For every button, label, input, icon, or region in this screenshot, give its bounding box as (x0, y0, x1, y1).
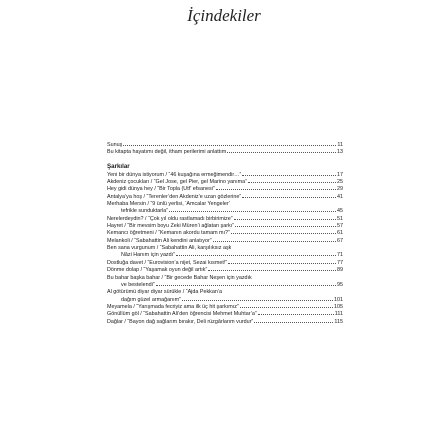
leader-dots (242, 175, 336, 176)
leader-dots (242, 197, 336, 198)
leader-dots (258, 314, 334, 315)
toc-entry (107, 201, 343, 208)
toc-entry (107, 216, 343, 223)
toc-entry-text: Nerelerdeydin? / “Çok yıl oldu rastlamadı birbirimize” (107, 215, 233, 222)
toc-entry-page: 51 (337, 215, 343, 222)
toc-entry-text: Sunuş (107, 142, 123, 148)
toc-entry (107, 304, 343, 311)
toc-entry-text: Gönüllüm göl / “Sabahattin Ali’den öğrencisi Mehmet Muhtar’a” (107, 311, 257, 318)
toc-entry-text: Ben sana vurgunum / “Sabahattin Ali, karşılıksız aşk (107, 245, 232, 252)
toc-entry (107, 319, 343, 326)
toc-entry-page: 29 (337, 186, 343, 193)
leader-dots (248, 182, 336, 183)
toc-entry-continuation (107, 282, 343, 289)
toc-entry-text: Al götürümü diyar diyar sürükle / “Ajda Pekkan’a (107, 289, 223, 296)
leader-dots (213, 241, 336, 242)
toc-entry-page: 41 (337, 193, 343, 200)
toc-entry-page: 25 (337, 179, 343, 186)
leader-dots (228, 263, 336, 264)
toc-entry-page: 13 (337, 149, 343, 156)
leader-dots (234, 219, 336, 220)
toc-entry-text: Akdeniz çocukları / “Gel Jose, gel Pier, gel Marino yanıma” (107, 179, 247, 186)
toc-entry (107, 289, 343, 296)
toc-entry-page: 67 (337, 237, 343, 244)
toc-entry-page: 17 (337, 171, 343, 178)
toc-entry-text: Merhaba Mersin / “9 ünlü yerlisi, ‘Amcalar Yengeler’ (107, 201, 231, 208)
leader-dots (169, 211, 336, 212)
toc-entry-text: Yeni bir dünya istiyorum / “46 kuşağına ermeğimendir…” (107, 171, 242, 178)
toc-entry (107, 238, 343, 245)
section-heading: Şarkılar (107, 162, 130, 170)
toc-entry-text: Dönme dolap / “Yaşamak oyun değil artık” (107, 267, 208, 274)
toc-entry (107, 179, 343, 186)
leader-dots (176, 255, 336, 256)
toc-entry-page: 77 (337, 259, 343, 266)
toc-entry-page: 45 (337, 208, 343, 215)
toc-entry-page: 111 (334, 311, 343, 318)
leader-dots (254, 322, 333, 323)
toc-entry-page: 101 (334, 296, 343, 303)
toc-entry-text: Kemancı öğretmeni / “Kemanın akordu tamam mı?” (107, 230, 230, 237)
toc-entry-page: 95 (337, 281, 343, 288)
leader-dots (240, 307, 333, 308)
toc-entry-text: Nâzi Hanım için yazdı” (121, 252, 175, 259)
toc-entry-page: 89 (337, 267, 343, 274)
toc-entry-page: 61 (337, 230, 343, 237)
toc-entry-page: 71 (337, 252, 343, 259)
leader-dots (208, 270, 336, 271)
toc-entry (107, 172, 343, 179)
toc-entry (107, 223, 343, 230)
toc-entry-text: Melankoli / “Sabahattin Ali kendini anlatıyor” (107, 237, 212, 244)
song-entries (107, 172, 343, 326)
toc-entry-text: Hayret / “Bir mevsim boyu Zeki Müren’i ağlatan şarkı” (107, 223, 235, 230)
toc-entry (107, 245, 343, 252)
leader-dots (156, 285, 336, 286)
page-title: İçindekiler (187, 6, 261, 25)
leader-dots (231, 233, 336, 234)
toc-entry-page: 11 (337, 142, 343, 148)
toc-entry (107, 267, 343, 274)
toc-entry (107, 149, 343, 156)
toc-entry-page: 105 (334, 303, 343, 310)
toc-entry-page: 57 (337, 223, 343, 230)
toc-entry-text: Dağlar / “Bayon dağ sağlarım bırakır, Deli rüzgârlarım vurdur” (107, 318, 254, 325)
leader-dots (227, 152, 336, 153)
toc-entry (107, 186, 343, 193)
toc-entry-continuation (107, 208, 343, 215)
toc-entry-text: ve bestelendi” (121, 281, 155, 288)
toc-entry-text: Hey gidi dünya hey / “Bir Topla (Ütf’ efsanesi” (107, 186, 215, 193)
toc-entry-continuation (107, 252, 343, 259)
toc-entry (107, 311, 343, 318)
toc-list (107, 142, 343, 326)
toc-entry-text: dağım güzel armağanım” (121, 296, 181, 303)
toc-entry (107, 275, 343, 282)
toc-entry-text: Bu kitapta hayatımı değil, itham perilerimi anlattım (107, 149, 227, 156)
toc-entry-text: Bu bahar başka bahar / “Bir gecede Bahar Neşen için yazdık (107, 274, 252, 281)
toc-entry-page: 115 (334, 318, 343, 325)
toc-entry-text: Dostluğa davet / “Eurovision’a nijet, Sezai kısmet!” (107, 259, 228, 266)
toc-entry (107, 142, 343, 149)
toc-entry-text: tefrikle sunduktarla” (121, 208, 169, 215)
toc-entry (107, 230, 343, 237)
toc-entry-continuation (107, 297, 343, 304)
leader-dots (216, 189, 336, 190)
toc-entry-text: Meyamela / “Yarışmada fecriyiz ama ilk üç hit şarkımız” (107, 303, 239, 310)
leader-dots (182, 300, 333, 301)
leader-dots (123, 145, 336, 146)
toc-entry (107, 194, 343, 201)
toc-entry (107, 260, 343, 267)
leader-dots (235, 226, 336, 227)
toc-entry-text: Antalya’ya hoş / “Terenler’den Akdeniz’e uzan gözlerine” (107, 193, 242, 200)
